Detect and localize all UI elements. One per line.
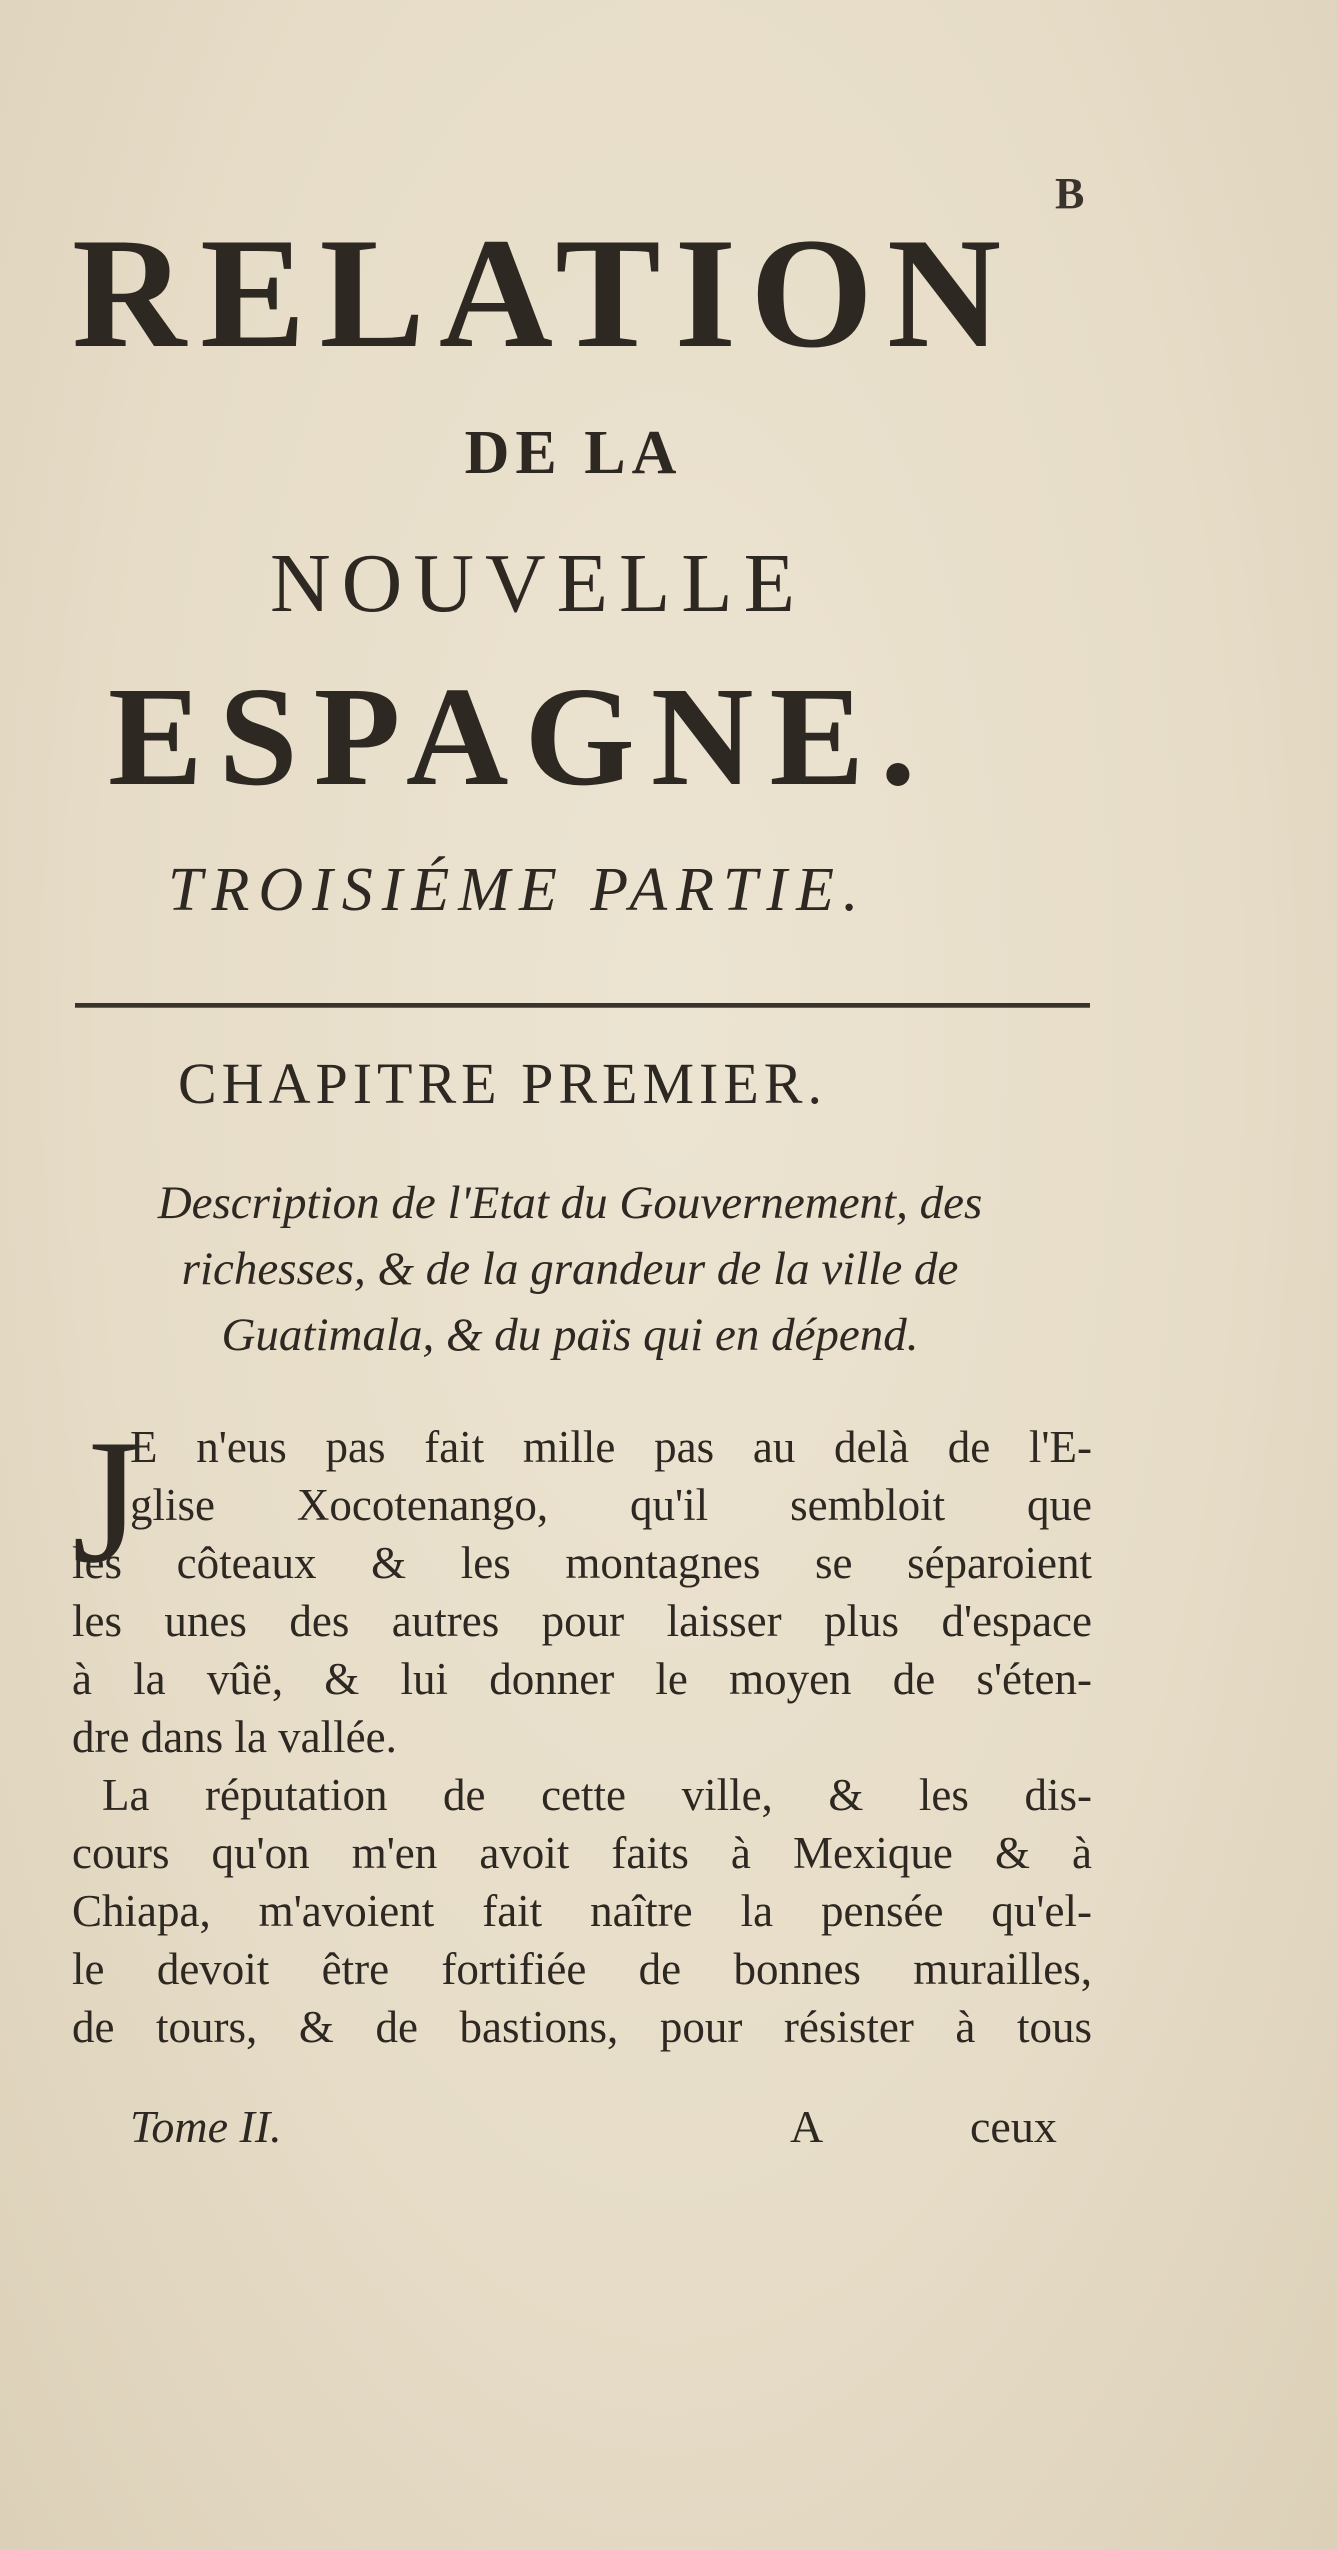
- summary-line: Description de l'Etat du Gouvernement, des: [157, 1177, 983, 1229]
- chapter-heading: CHAPITRE PREMIER.: [178, 1051, 827, 1116]
- volume-label: Tome II.: [130, 2101, 282, 2152]
- title-nouvelle: NOUVELLE: [270, 537, 806, 630]
- text-line: glise Xocotenango, qu'il sembloit que: [130, 1480, 1092, 1530]
- text-line: de tours, & de bastions, pour résister à tous: [72, 2002, 1092, 2052]
- divider-rule: [75, 1003, 1090, 1008]
- text-line: Chiapa, m'avoient fait naître la pensée qu'el-: [72, 1886, 1092, 1936]
- part-subtitle: TROISIÉME PARTIE.: [168, 856, 868, 924]
- text-line: dre dans la vallée.: [72, 1712, 397, 1762]
- gathering-signature: A: [790, 2101, 824, 2152]
- title-espagne: ESPAGNE.: [108, 657, 932, 815]
- text-line: les unes des autres pour laisser plus d'espace: [72, 1596, 1092, 1646]
- text-line: à la vûë, & lui donner le moyen de s'éten-: [72, 1654, 1092, 1704]
- text-line: E n'eus pas fait mille pas au delà de l'E-: [130, 1422, 1092, 1472]
- catchword: ceux: [970, 2101, 1057, 2152]
- summary-line: Guatimala, & du païs qui en dépend.: [221, 1309, 919, 1361]
- text-line: les côteaux & les montagnes se séparoient: [72, 1538, 1092, 1588]
- signature-mark: B: [1055, 169, 1085, 218]
- text-line: La réputation de cette ville, & les dis-: [102, 1770, 1092, 1820]
- text-line: le devoit être fortifiée de bonnes murailles,: [72, 1944, 1092, 1994]
- body-text: [72, 1418, 1092, 2056]
- text-line: cours qu'on m'en avoit faits à Mexique & à: [72, 1828, 1092, 1878]
- title-de-la: DE LA: [464, 419, 683, 487]
- drop-cap: J: [72, 1402, 142, 1600]
- summary-line: richesses, & de la grandeur de la ville de: [181, 1243, 959, 1295]
- title-relation: RELATION: [72, 206, 1016, 381]
- chapter-summary: [40, 1170, 1100, 1368]
